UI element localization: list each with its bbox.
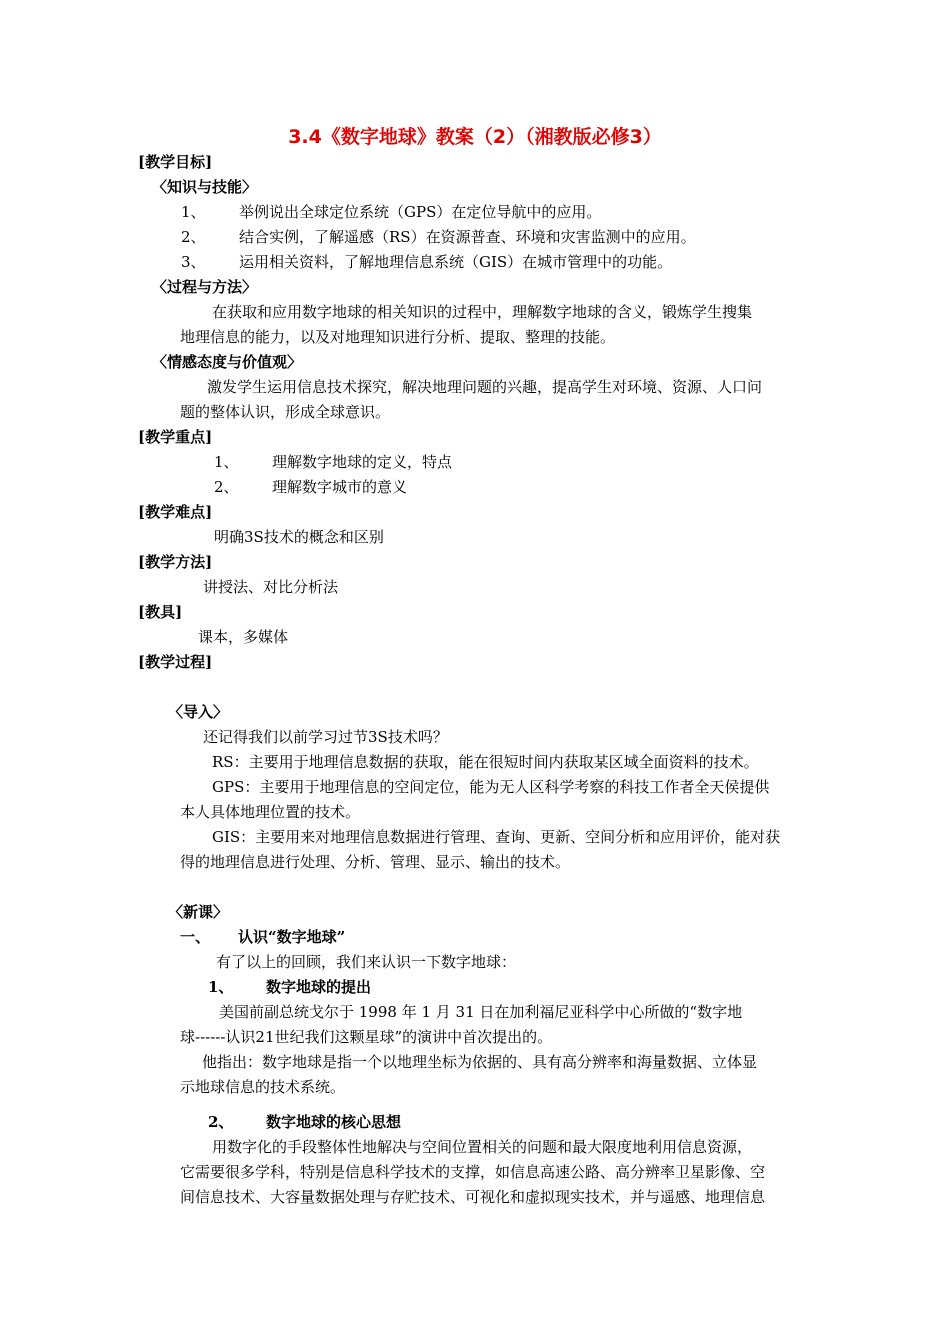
item-text: 理解数字城市的意义 [272, 478, 408, 496]
process-heading: [教学过程] [138, 653, 213, 671]
item-text: 结合实例，了解遥感（RS）在资源普查、环境和灾害监测中的应用。 [239, 228, 696, 246]
paragraph-line: 美国前副总统戈尔于 1998 年 1 月 31 日在加利福尼亚科学中心所做的“数字地 [219, 1003, 743, 1021]
process-method-heading: 〈过程与方法〉 [152, 278, 258, 296]
subsection-title: 数字地球的提出 [266, 978, 372, 996]
subsection-number: 1、 [208, 978, 234, 996]
method-heading: [教学方法] [138, 553, 213, 571]
item-number: 1、 [181, 203, 206, 221]
paragraph-line: 地理信息的能力，以及对地理知识进行分析、提取、整理的技能。 [180, 328, 616, 346]
paragraph-line: 有了以上的回顾，我们来认识一下数字地球： [216, 953, 517, 971]
attitude-heading: 〈情感态度与价值观〉 [152, 353, 303, 371]
item-number: 2、 [181, 228, 206, 246]
paragraph-line: GIS：主要用来对地理信息数据进行管理、查询、更新、空间分析和应用评价，能对获 [212, 828, 781, 846]
subsection-title: 数字地球的核心思想 [266, 1113, 402, 1131]
paragraph-line: RS：主要用于地理信息数据的获取，能在很短时间内获取某区域全面资料的技术。 [212, 753, 759, 771]
key-point-item [214, 477, 407, 497]
section-number: 一、 [180, 928, 211, 946]
subsection-number: 2、 [208, 1113, 234, 1131]
item-number: 1、 [214, 453, 239, 471]
subsection-heading [208, 977, 371, 997]
paragraph-line: 在获取和应用数字地球的相关知识的过程中，理解数字地球的含义，锻炼学生搜集 [212, 303, 753, 321]
paragraph-line: 激发学生运用信息技术探究，解决地理问题的兴趣，提高学生对环境、资源、人口问 [207, 378, 763, 396]
tools-text: 课本，多媒体 [198, 628, 289, 646]
paragraph-line: 题的整体认识，形成全球意识。 [180, 403, 391, 421]
paragraph-line: 还记得我们以前学习过节3S技术吗？ [203, 728, 448, 746]
paragraph-line: 它需要很多学科，特别是信息科学技术的支撑，如信息高速公路、高分辨率卫星影像、空 [180, 1163, 766, 1181]
intro-heading: 〈导入〉 [168, 703, 229, 721]
tools-heading: [教具] [138, 603, 183, 621]
item-number: 2、 [214, 478, 239, 496]
knowledge-item [181, 227, 696, 247]
key-points-heading: [教学重点] [138, 428, 213, 446]
paragraph-line: 得的地理信息进行处理、分析、管理、显示、输出的技术。 [180, 853, 571, 871]
paragraph-line: 用数字化的手段整体性地解决与空间位置相关的问题和最大限度地利用信息资源， [212, 1138, 753, 1156]
knowledge-item [181, 252, 672, 272]
paragraph-line: 本人具体地理位置的技术。 [180, 803, 361, 821]
document-title: 3.4《数字地球》教案（2）（湘教版必修3） [288, 126, 662, 148]
paragraph-line: 他指出：数字地球是指一个以地理坐标为依据的、具有高分辨率和海量数据、立体显 [202, 1053, 758, 1071]
difficulty-heading: [教学难点] [138, 503, 213, 521]
goals-heading: [教学目标] [138, 153, 213, 171]
key-point-item [214, 452, 452, 472]
subsection-heading [208, 1112, 401, 1132]
knowledge-heading: 〈知识与技能〉 [152, 178, 258, 196]
difficulty-text: 明确3S技术的概念和区别 [214, 528, 384, 546]
method-text: 讲授法、对比分析法 [203, 578, 339, 596]
knowledge-item [181, 202, 601, 222]
section-heading [180, 927, 345, 947]
item-text: 运用相关资料，了解地理信息系统（GIS）在城市管理中的功能。 [239, 253, 673, 271]
item-text: 理解数字地球的定义，特点 [272, 453, 453, 471]
paragraph-line: 间信息技术、大容量数据处理与存贮技术、可视化和虚拟现实技术，并与遥感、地理信息 [180, 1188, 766, 1206]
paragraph-line: 示地球信息的技术系统。 [180, 1078, 346, 1096]
item-text: 举例说出全球定位系统（GPS）在定位导航中的应用。 [239, 203, 602, 221]
new-lesson-heading: 〈新课〉 [168, 903, 229, 921]
paragraph-line: 球------认识21世纪我们这颗星球”的演讲中首次提出的。 [180, 1028, 553, 1046]
section-title: 认识“数字地球” [238, 928, 346, 946]
paragraph-line: GPS：主要用于地理信息的空间定位，能为无人区科学考察的科技工作者全天侯提供 [212, 778, 770, 796]
item-number: 3、 [181, 253, 206, 271]
